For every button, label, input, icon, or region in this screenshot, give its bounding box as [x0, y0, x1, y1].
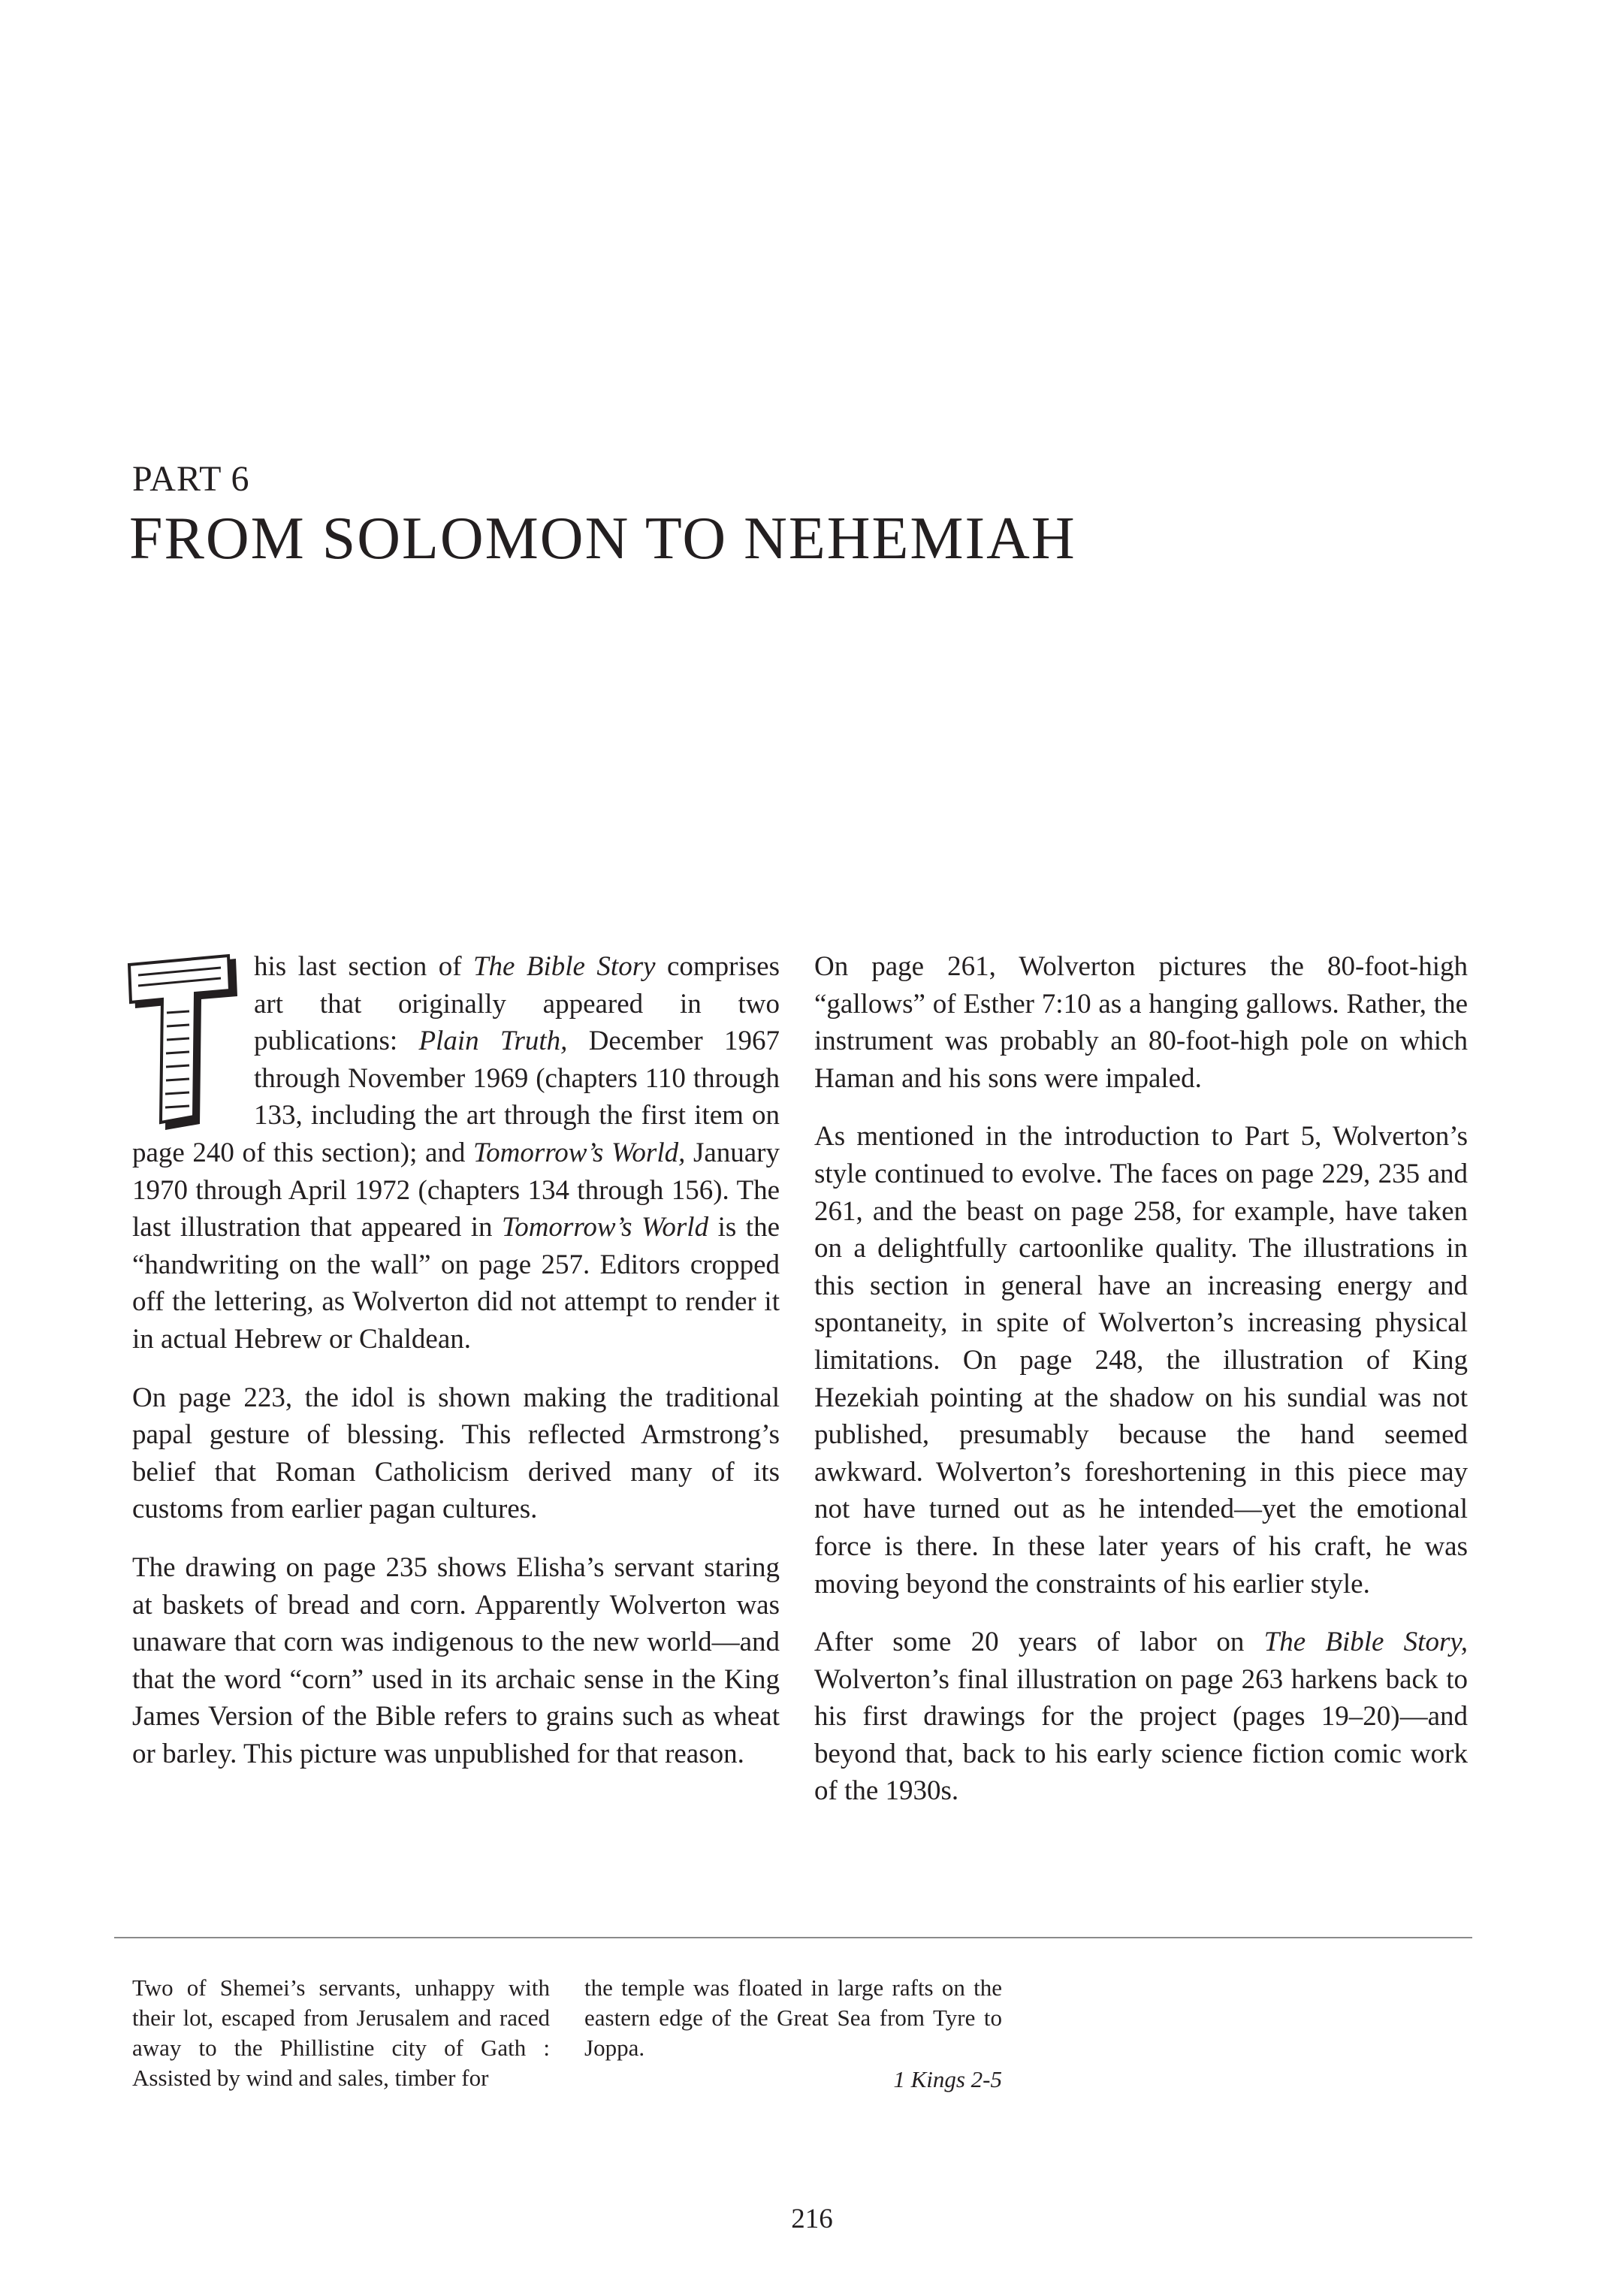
- right-paragraph-1: On page 261, Wolverton pictures the 80-foot-high “gallows” of Esther 7:10 as a hanging gallows. Rather, the instrument was probably an 80-foot-high pole on which Haman and his sons were impaled.: [814, 951, 1468, 1094]
- left-column: [132, 948, 780, 1793]
- caption-divider: [114, 1937, 1472, 1938]
- caption-text: the temple was floated in large rafts on the eastern edge of the Great Sea from Tyre to Joppa.: [584, 1974, 1002, 2061]
- left-paragraph-2: On page 223, the idol is shown making the traditional papal gesture of blessing. This reflected Armstrong’s belief that Roman Catholicism derived many of its customs from earlier pagan cultures.: [132, 1382, 780, 1525]
- caption-column-1: Two of Shemei’s servants, unhappy with their lot, escaped from Jerusalem and raced away to the Phillistine city of Gath : Assisted by wind and sales, timber for: [132, 1974, 550, 2091]
- caption-column-2: [584, 1973, 1002, 2095]
- left-paragraph-3: The drawing on page 235 shows Elisha’s servant staring at baskets of bread and corn. Apparently Wolverton was unaware that corn was indigenous to the new world—and that the word “corn” used in its archaic sense in the King James Version of the Bible refers to grains such as wheat or barley. This picture was unpublished for that reason.: [132, 1551, 780, 1769]
- left-paragraph-1: his last section of The Bible Story comprises art that originally appeared in two publications: Plain Truth, December 1967 through November 1969 (chapters 110 through 133, including the art through the first item on page 240 of this section); and Tomorrow’s World, January 1970 through April 1972 (chapters 134 through 156). The last illustration that appeared in Tomorrow’s World is the “handwriting on the wall” on page 257. Editors cropped off the lettering, as Wolverton did not attempt to render it in actual Hebrew or Chaldean.: [132, 951, 780, 1355]
- right-column: [814, 948, 1468, 1831]
- dropcap-t-icon: [123, 953, 240, 1130]
- right-paragraph-3: After some 20 years of labor on The Bible Story, Wolverton’s final illustration on page 263 harkens back to his first drawings for the project (pages 19–20)—and beyond that, back to his early science fiction comic work of the 1930s.: [814, 1627, 1468, 1807]
- page-title: FROM SOLOMON TO NEHEMIAH: [129, 506, 1076, 572]
- page-number: 216: [791, 2204, 833, 2234]
- caption-source: 1 Kings 2-5: [893, 2066, 1002, 2092]
- right-paragraph-2: As mentioned in the introduction to Part 5, Wolverton’s style continued to evolve. The faces on page 229, 235 and 261, and the beast on page 258, for example, have taken on a delightfully cartoonlike quality. The illustrations in this section in general have an increasing energy and spontaneity, in spite of Wolverton’s increasing physical limitations. On page 248, the illustration of King Hezekiah pointing at the shadow on his sundial was not published, presumably because the hand seemed awkward. Wolverton’s foreshortening in this piece may not have turned out as he intended—yet the emotional force is there. In these later years of his craft, he was moving beyond the constraints of his earlier style.: [814, 1121, 1468, 1600]
- part-label: PART 6: [132, 459, 250, 499]
